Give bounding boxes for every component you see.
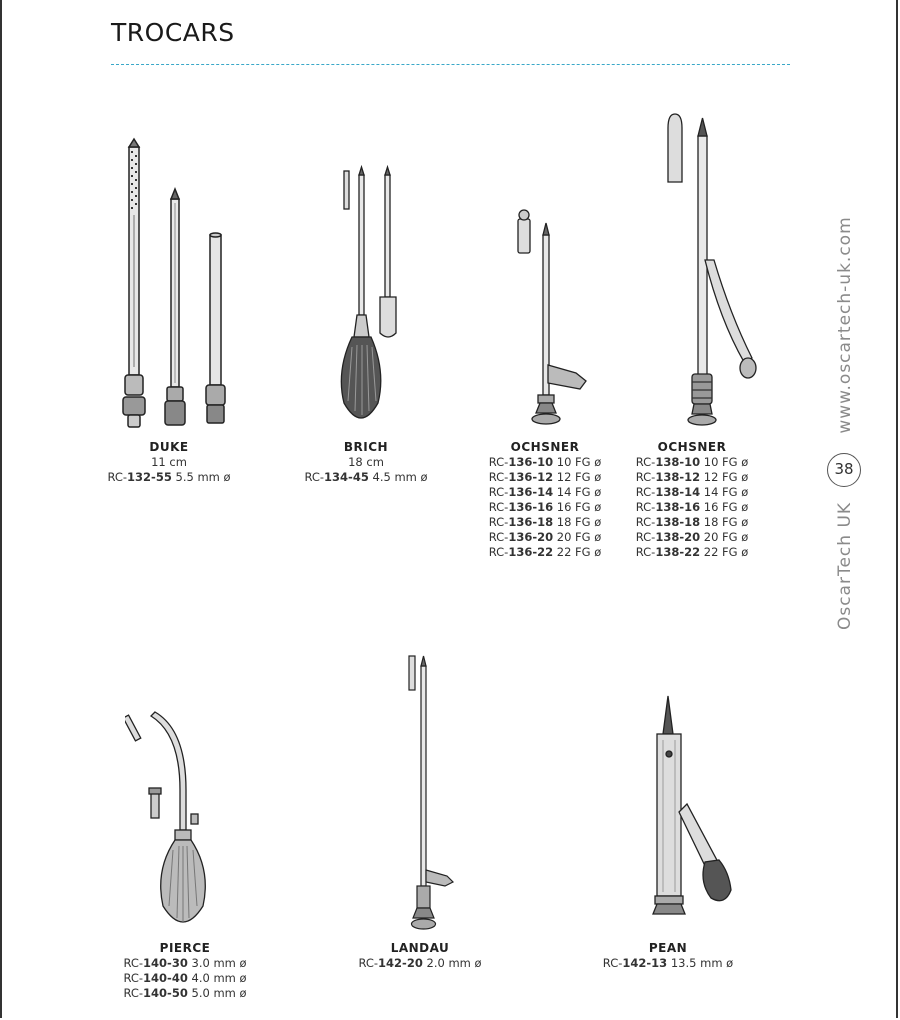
- product-code-line: RC-136-16 16 FG ø: [488, 500, 602, 514]
- product-code-line: RC-142-20 2.0 mm ø: [358, 956, 482, 970]
- brich-trocar-illustration: [328, 165, 408, 435]
- product-caption-landau: [358, 941, 481, 971]
- product-code-line: RC-140-30 3.0 mm ø: [123, 956, 247, 970]
- product-code-line: RC-138-10 10 FG ø: [635, 455, 749, 469]
- product-name: DUKE: [149, 440, 189, 454]
- product-caption-pean: [603, 941, 733, 971]
- duke-trocar-illustration: [105, 135, 235, 435]
- product-size: 18 cm: [348, 455, 384, 469]
- pean-trocar-illustration: [645, 692, 745, 932]
- product-code-line: RC-136-12 12 FG ø: [488, 470, 602, 484]
- product-name: OCHSNER: [510, 440, 580, 454]
- product-code-line: RC-138-14 14 FG ø: [635, 485, 749, 499]
- page-number: 38: [827, 453, 861, 487]
- product-code-line: RC-138-22 22 FG ø: [635, 545, 749, 559]
- product-name: OCHSNER: [657, 440, 727, 454]
- product-name: PIERCE: [159, 941, 211, 955]
- product-caption-ochsner-138: [636, 440, 749, 560]
- product-name: BRICH: [343, 440, 389, 454]
- product-name: PEAN: [648, 941, 688, 955]
- product-code-line: RC-140-40 4.0 mm ø: [123, 971, 247, 985]
- product-caption-brich: [304, 440, 427, 485]
- product-code-line: RC-136-20 20 FG ø: [488, 530, 602, 544]
- product-code-line: RC-138-16 16 FG ø: [635, 500, 749, 514]
- product-code-line: RC-138-18 18 FG ø: [635, 515, 749, 529]
- product-size: 11 cm: [151, 455, 187, 469]
- product-name: LANDAU: [390, 941, 450, 955]
- product-code-line: RC-136-14 14 FG ø: [488, 485, 602, 499]
- ochsner-136-trocar-illustration: [508, 205, 598, 430]
- side-brand-name: OscarTech UK: [835, 501, 855, 631]
- product-code-line: RC-136-22 22 FG ø: [488, 545, 602, 559]
- product-code-line: RC-142-13 13.5 mm ø: [602, 956, 734, 970]
- product-code-line: RC-132-55 5.5 mm ø: [107, 470, 231, 484]
- product-code-line: RC-134-45 4.5 mm ø: [304, 470, 428, 484]
- pierce-trocar-illustration: [125, 710, 220, 940]
- product-code-line: RC-136-10 10 FG ø: [488, 455, 602, 469]
- ochsner-138-trocar-illustration: [660, 110, 770, 435]
- side-website-url: www.oscartech-uk.com: [835, 216, 855, 434]
- product-caption-pierce: [123, 941, 246, 1001]
- product-code-line: RC-138-12 12 FG ø: [635, 470, 749, 484]
- product-code-line: RC-136-18 18 FG ø: [488, 515, 602, 529]
- product-caption-duke: [107, 440, 230, 485]
- product-code-line: RC-140-50 5.0 mm ø: [123, 986, 247, 1000]
- title-divider: [111, 64, 790, 65]
- product-code-line: RC-138-20 20 FG ø: [635, 530, 749, 544]
- page-title: TROCARS: [111, 18, 235, 47]
- product-caption-ochsner-136: [489, 440, 602, 560]
- landau-trocar-illustration: [395, 652, 465, 932]
